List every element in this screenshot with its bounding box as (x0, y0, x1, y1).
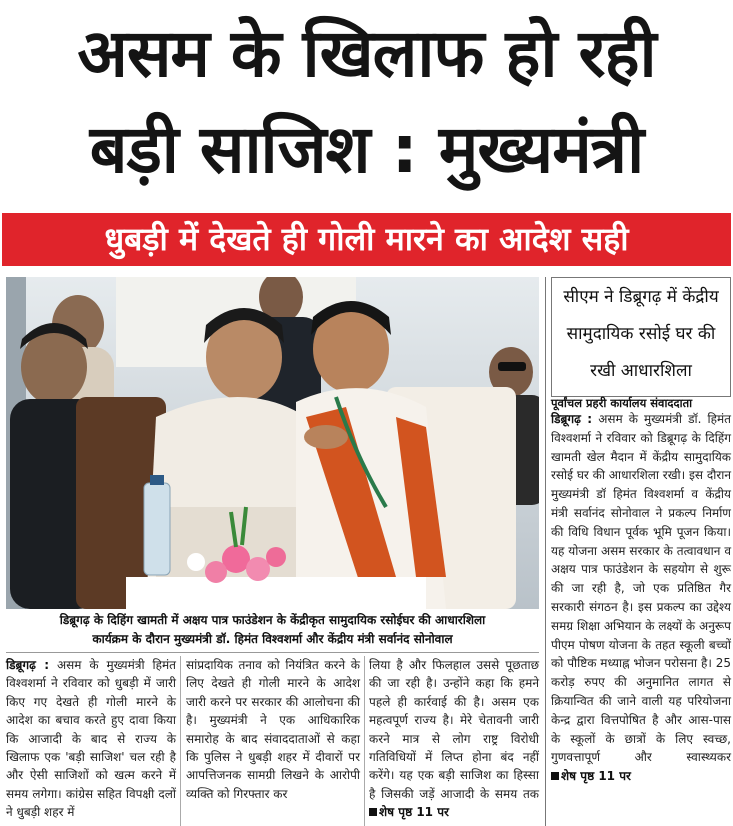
news-photo (6, 277, 539, 609)
sidebar-title: सीएम ने डिब्रूगढ़ में केंद्रीय सामुदायिक रसोई घर की रखी आधारशिला (563, 287, 719, 381)
headline-line-2: बड़ी साजिश : मुख्यमंत्री (89, 111, 644, 188)
headline (0, 0, 733, 210)
column-divider (180, 656, 181, 826)
sidebar-continued (551, 769, 631, 783)
main-story-column-3 (369, 656, 539, 822)
main-story-continued (369, 805, 449, 819)
main-story-column-1 (6, 656, 176, 822)
main-story-continued-label: शेष पृष्ठ 11 पर (379, 805, 449, 820)
sidebar-text: असम के मुख्यमंत्री डॉ. हिमंत विश्वशर्मा ने रविवार को डिब्रूगढ़ के दिहिंग खामती खेल मैदान में केंद्रीय सामुदायिक रसोई घर की आधारशिला रखी। इस दौरान मुख्यमंत्री डॉ हिमंत विश्वशर्मा व केंद्रीय मंत्री सर्वानंद सोनोवाल ने प्रकल्प निर्माण की विधि विधान पूर्वक भूमि पूजन किया। यह योजना असम सरकार के तत्वावधान व अक्षय पात्र फाउंडेशन के सहयोग से शुरू की जा रही है, जो एक प्रतिष्ठित गैर सरकारी संगठन है। इस प्रकल्प का उद्देश्य समग्र शिक्षा अभियान के लक्ष्यों के अनुरूप पीएम पोषण योजना के तहत स्कूली बच्चों को पौष्टिक मध्याह्न भोजन परोसना है। 25 करोड़ रुपए की अनुमानित लागत से क्रियान्वित की जाने वाली यह परियोजना केन्द्र द्वारा वित्तपोषित है और आस-पास के स्कूलों के छात्रों के लिए स्वच्छ, गुणवत्तापूर्ण और स्वास्थ्यकर (551, 412, 731, 765)
sidebar-story (551, 410, 731, 786)
headline-line-1: असम के खिलाफ हो रही (77, 15, 656, 92)
photo-caption-line-1: डिब्रूगढ़ के दिहिंग खामती में अक्षय पात्र फाउंडेशन के केंद्रीकृत सामुदायिक रसोईघर की आधारशिला (59, 613, 486, 627)
sidebar-continued-label: शेष पृष्ठ 11 पर (561, 769, 631, 784)
sidebar-byline: पूर्वांचल प्रहरी कार्यालय संवाददाता (551, 396, 693, 410)
main-story-column-2 (186, 656, 360, 803)
main-story-dateline: डिब्रूगढ़ : (6, 658, 49, 672)
subheadline-bar: धुबड़ी में देखते ही गोली मारने का आदेश सही (2, 213, 731, 266)
main-story-text-2: सांप्रदायिक तनाव को नियंत्रित करने के लिए देखते ही गोली मारने के आदेश जारी करने पर सरकार की आलोचना की है। मुख्यमंत्री ने एक आधिकारिक समारोह के बाद संवाददाताओं से कहा कि पुलिस ने धुबड़ी शहर में दीवारों पर आपत्तिजनक सामग्री लिखने के आरोपी व्यक्ति को गिरफ्तार कर (186, 658, 360, 801)
photo-caption-line-2: कार्यक्रम के दौरान मुख्यमंत्री डॉ. हिमंत विश्वशर्मा और केंद्रीय मंत्री सर्वानंद सोनोवाल (92, 632, 453, 646)
main-story-text-3: लिया है और फिलहाल उससे पूछताछ की जा रही है। उन्होंने कहा कि हमने पहले ही कार्रवाई की है। असम एक महत्वपूर्ण राज्य है। मेरे चेतावनी जारी करने मात्र से लोग राष्ट्र विरोधी गतिविधियों में लिप्त होना बंद नहीं करेंगे। यह एक बड़ी साजिश का हिस्सा है जिसकी जड़ें आजादी के समय तक (369, 658, 539, 801)
main-story-text-1: असम के मुख्यमंत्री हिमंत विश्वशर्मा ने रविवार को धुबड़ी में जारी किए गए देखते ही गोली मारने के आदेश का बचाव करते हुए दावा किया कि आजादी के बाद से राज्य के खिलाफ एक 'बड़ी साजिश' चल रही है और ऐसी साजिशों को खत्म करने में समय लगेगा। कांग्रेस सहित विपक्षी दलों ने धुबड़ी शहर में (6, 658, 176, 820)
sidebar-divider (545, 277, 546, 826)
sidebar-dateline: डिब्रूगढ़ : (551, 412, 593, 426)
column-divider (364, 656, 365, 826)
caption-divider (6, 652, 539, 653)
photo-illustration (6, 277, 539, 609)
photo-caption (6, 611, 539, 651)
square-bullet-icon (551, 772, 559, 780)
square-bullet-icon (369, 808, 377, 816)
